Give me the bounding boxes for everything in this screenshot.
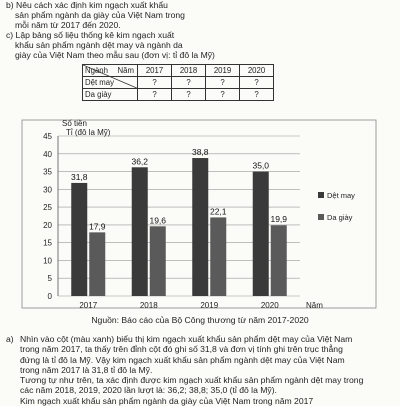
y-tick-label: 25 [43,203,52,213]
data-label: 31,8 [70,171,88,182]
data-label: 35,0 [252,160,270,171]
table-cell: ? [172,89,206,101]
answer-line: các năm 2018, 2019, 2020 lần lượt là: 36,2; 38,8; 35,0 (tỉ đô la Mỹ). [20,385,277,396]
x-tick-label: 2017 [79,301,98,310]
question-b-line: b) Nêu cách xác định kim ngạch xuất khẩu [6,0,168,10]
table-cell: ? [206,77,240,89]
bar [150,226,166,296]
answer-line: trong năm 2017, ta thấy trên đỉnh cột đó ghi số 31,8 và đơn vị tính ghi trên trục thẳng [20,344,343,355]
bar [71,183,87,296]
y-tick-label: 0 [47,292,52,301]
table-header-year: 2017 [138,65,172,77]
corner-sector-label: Ngành [85,66,108,75]
bar [89,232,105,296]
answer-line: Tương tự như trên, ta xác định được kim ngạch xuất khẩu sản phẩm ngành dệt may trong [20,375,364,386]
table-cell: ? [206,89,240,101]
y-tick-label: 20 [43,220,52,230]
legend-swatch [318,192,324,198]
answer-line: Kim ngạch xuất khẩu sản phẩm ngành da giày của Việt Nam trong năm 2017 [20,395,314,406]
data-label: 17,9 [88,221,106,232]
table-header-year: 2018 [172,65,206,77]
table-row-label: Dệt may [83,77,138,89]
bar [271,225,287,296]
question-b-line: mỗi năm từ 2017 đến 2020. [15,20,121,30]
y-tick-label: 45 [43,132,52,141]
x-tick-label: 2020 [260,301,279,310]
data-label: 22,1 [209,206,227,217]
question-c-line: giày của Việt Nam theo mẫu sau (đơn vị: tỉ đô la Mỹ) [15,50,215,60]
legend-label: Da giày [327,213,353,222]
table-header-year: 2020 [240,65,274,77]
y-tick-label: 15 [43,238,52,248]
data-label: 19,9 [270,214,288,225]
table-row-label: Da giày [83,89,138,101]
y-tick-label: 35 [43,167,52,177]
chart-source: Nguồn: Báo cáo của Bộ Công thương từ năm 2017-2020 [91,315,309,325]
bar [210,217,226,296]
table-cell: ? [138,89,172,101]
data-label: 38,8 [191,147,209,158]
y-axis-label: Tỉ (đô la Mỹ) [66,128,111,137]
data-label: 36,2 [131,156,149,167]
question-c-line: khẩu sản phẩm ngành dệt may và ngành da [15,40,183,50]
intro-questions [6,0,294,60]
y-axis-label: Số tiền [62,119,87,128]
question-c-line: c) Lập bảng số liệu thống kê kim ngạch xuất [6,30,175,40]
table-cell: ? [172,77,206,89]
answer-line: trong năm 2017 là 31,8 tỉ đô la Mỹ. [20,364,153,375]
table-cell: ? [138,77,172,89]
bar [132,167,148,296]
y-tick-label: 30 [43,185,52,195]
legend-label: Dệt may [327,191,355,200]
table-corner-cell [83,65,138,77]
answer-text [6,334,394,406]
y-tick-label: 5 [47,274,52,284]
answer-line: Nhìn vào cột (màu xanh) biểu thị kim ngạch xuất khẩu sản phẩm dệt may của Việt Nam [20,334,353,344]
data-label: 19,6 [149,215,167,226]
y-tick-label: 10 [43,256,52,266]
question-b-line: sản phẩm ngành da giày của Việt Nam trong [15,10,185,20]
y-tick-label: 40 [43,149,52,159]
bar-chart [0,116,400,312]
bar [192,158,208,296]
table-row [83,89,274,101]
answer-line: đứng là tỉ đô la Mỹ. Vậy kim ngạch xuất khẩu sản phẩm ngành dệt may của Việt Nam [20,354,345,365]
bar [253,172,269,296]
answer-a-label: a) [6,334,14,344]
table-cell: ? [240,89,274,101]
data-table [82,64,274,101]
corner-year-label: Năm [117,66,134,75]
table-cell: ? [240,77,274,89]
x-axis-label: Năm [306,301,323,310]
x-tick-label: 2018 [139,301,158,310]
x-tick-label: 2019 [200,301,219,310]
table-header-year: 2019 [206,65,240,77]
legend-swatch [318,214,324,220]
